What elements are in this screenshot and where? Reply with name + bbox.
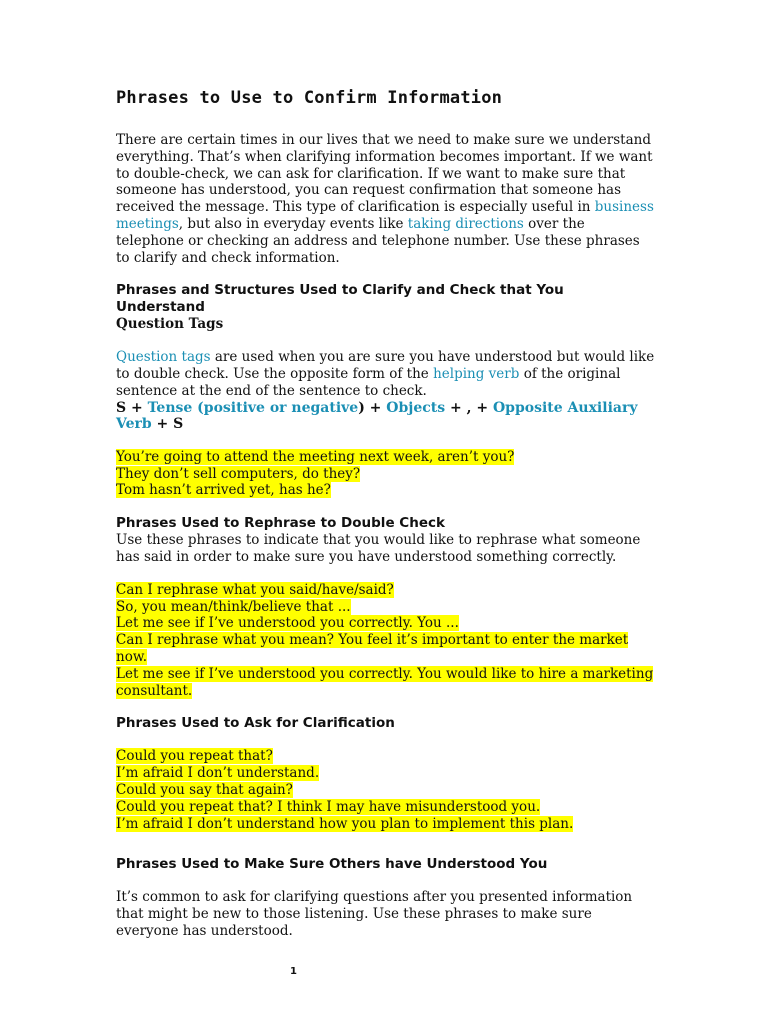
example-text: Let me see if I’ve understood you correctly. You ... (116, 615, 459, 632)
example-text: They don’t sell computers, do they? (116, 465, 361, 482)
helping-verb-link[interactable]: helping verb (433, 366, 520, 383)
example-text: Could you say that again? (116, 781, 293, 798)
formula-paren: ) (358, 399, 365, 416)
formula-plus-2: + (364, 399, 387, 416)
formula-objects: Objects (386, 399, 446, 416)
example-line (116, 615, 656, 632)
formula-tense: Tense (positive or negative (147, 399, 359, 416)
example-text: Could you repeat that? (116, 748, 273, 765)
section1-heading: Phrases and Structures Used to Clarify and Check that You Understand (116, 282, 564, 316)
intro-text-3: over the telephone or checking an address and telephone number. Use these phrases to clarify and check information. (116, 215, 640, 266)
question-tags-link[interactable]: Question tags (116, 349, 211, 366)
section2-body: Use these phrases to indicate that you would like to rephrase what someone has said in order to make sure you have understood something correctly. (116, 532, 641, 565)
example-text: I’m afraid I don’t understand. (116, 765, 320, 782)
example-line (116, 466, 656, 483)
section2-heading: Phrases Used to Rephrase to Double Check (116, 515, 445, 532)
example-text: Tom hasn’t arrived yet, has he? (116, 482, 331, 499)
example-line (116, 599, 656, 616)
document-page (116, 88, 656, 940)
formula-plus-1: + (126, 399, 148, 416)
example-text: Could you repeat that? I think I may have misunderstood you. (116, 798, 541, 815)
section1-subheading: Question Tags (116, 316, 224, 333)
formula-aux: Opposite Auxiliary Verb (116, 399, 638, 433)
example-line (116, 782, 656, 799)
example-text: Let me see if I’ve understood you correctly. You would like to hire a marketing consultant. (116, 665, 654, 699)
intro-text-2: , but also in everyday events like (178, 215, 408, 232)
section4-heading: Phrases Used to Make Sure Others have Understood You (116, 856, 548, 873)
example-line (116, 582, 656, 599)
formula-s2: S (173, 416, 184, 433)
question-tags-text-2: of the original sentence at the end of the sentence to check. (116, 366, 621, 399)
question-tag-formula (116, 400, 656, 433)
example-line (116, 799, 656, 816)
example-line (116, 816, 656, 833)
section4-body: It’s common to ask for clarifying questions after you presented information that might be new to those listening. Use these phrases to make sure everyone has understood. (116, 889, 633, 939)
page-number: 1 (290, 966, 297, 977)
taking-directions-link[interactable]: taking directions (407, 215, 524, 232)
example-text: You’re going to attend the meeting next week, aren’t you? (116, 448, 515, 465)
question-tags-paragraph (116, 349, 656, 399)
example-line (116, 666, 656, 700)
formula-s1: S (116, 399, 127, 416)
example-text: I’m afraid I don’t understand how you plan to implement this plan. (116, 815, 574, 832)
business-meetings-link[interactable]: business meetings (116, 199, 654, 232)
example-text: So, you mean/think/believe that ... (116, 598, 351, 615)
section3-heading: Phrases Used to Ask for Clarification (116, 715, 395, 732)
example-line (116, 765, 656, 782)
formula-plus-4: + (151, 416, 174, 433)
example-text: Can I rephrase what you said/have/said? (116, 581, 394, 598)
page-title: Phrases to Use to Confirm Information (116, 88, 503, 108)
intro-text-1: There are certain times in our lives that we need to make sure we understand everything. That’s when clarifying information becomes important. If we want to double-check, we can ask for clarification. If we want to make sure that someone has understood, you can request confirmation that someone has received the message. This type of clarification is especially useful in (116, 132, 653, 216)
intro-paragraph (116, 132, 656, 266)
example-line (116, 632, 656, 666)
formula-plus-3: + , + (445, 399, 493, 416)
example-line (116, 482, 656, 499)
example-line (116, 449, 656, 466)
example-text: Can I rephrase what you mean? You feel it’s important to enter the market now. (116, 632, 629, 665)
example-line (116, 748, 656, 765)
question-tags-text-1: are used when you are sure you have understood but would like to double check. Use the opposite form of the (116, 349, 655, 383)
